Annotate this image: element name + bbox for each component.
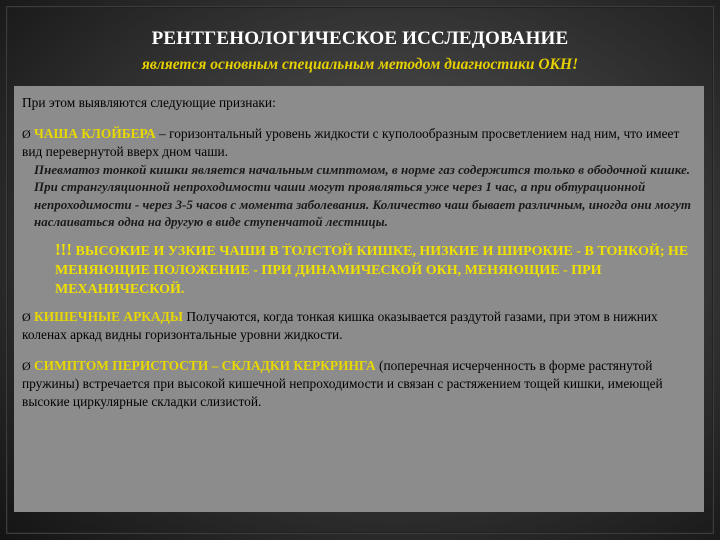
term-kloiber: ЧАША КЛОЙБЕРА <box>34 125 156 141</box>
arrow-bullet-icon: Ø <box>22 309 31 324</box>
bullet-arcades <box>22 308 698 344</box>
warning-exclamation: !!! <box>55 239 72 259</box>
note-pneumatosis: Пневматоз тонкой кишки является начальным симптомом, в норме газ содержится только в ободочной кишке. <box>34 161 690 177</box>
bullet-kloiber <box>22 125 698 161</box>
note-strangulation: При странгуляционной непроходимости чаши могут проявляться уже через 1 час, а при обтурационной непроходимости - через 3-5 часов с момента заболевания. Количество чаш бывает различным, иногда они могут наслаиваться одна на другую в виде ступенчатой лестницы. <box>34 179 691 229</box>
slide-content <box>22 94 698 410</box>
arrow-bullet-icon: Ø <box>22 358 31 373</box>
intro-text: При этом выявляются следующие признаки: <box>22 95 276 110</box>
highlight-text: ВЫСОКИЕ И УЗКИЕ ЧАШИ В ТОЛСТОЙ КИШКЕ, НИЗКИЕ И ШИРОКИЕ - В ТОНКОЙ; НЕ МЕНЯЮЩИЕ ПОЛОЖЕНИЕ - ПРИ ДИНАМИЧЕСКОЙ ОКН, МЕНЯЮЩИЕ - ПРИ МЕХАНИЧЕСКОЙ. <box>55 243 689 297</box>
arrow-bullet-icon: Ø <box>22 126 31 141</box>
term-arcades: КИШЕЧНЫЕ АРКАДЫ <box>34 308 184 324</box>
text-kerckring: (поперечная исчерченность в форме растянутой пружины) встречается при высокой кишечной непроходимости и связан с растяжением тощей кишки, имеющей высокие циркулярные складки слизистой. <box>22 357 663 409</box>
text-kloiber: – горизонтальный уровень жидкости с куполообразным просветлением над ним, что имеет вид перевернутой вверх дном чаши. <box>22 125 680 159</box>
slide-subtitle: является основным специальным методом диагностики ОКН! <box>141 56 579 73</box>
term-kerckring: СИМПТОМ ПЕРИСТОСТИ – СКЛАДКИ КЕРКРИНГА <box>34 357 376 373</box>
slide-title: РЕНТГЕНОЛОГИЧЕСКОЕ ИССЛЕДОВАНИЕ <box>151 28 569 49</box>
bullet-kerckring <box>22 357 698 411</box>
text-arcades: Получаются, когда тонкая кишка оказывается раздутой газами, при этом в нижних коленах аркад видны горизонтальные уровни жидкости. <box>22 308 658 342</box>
highlight-warning <box>22 240 698 299</box>
